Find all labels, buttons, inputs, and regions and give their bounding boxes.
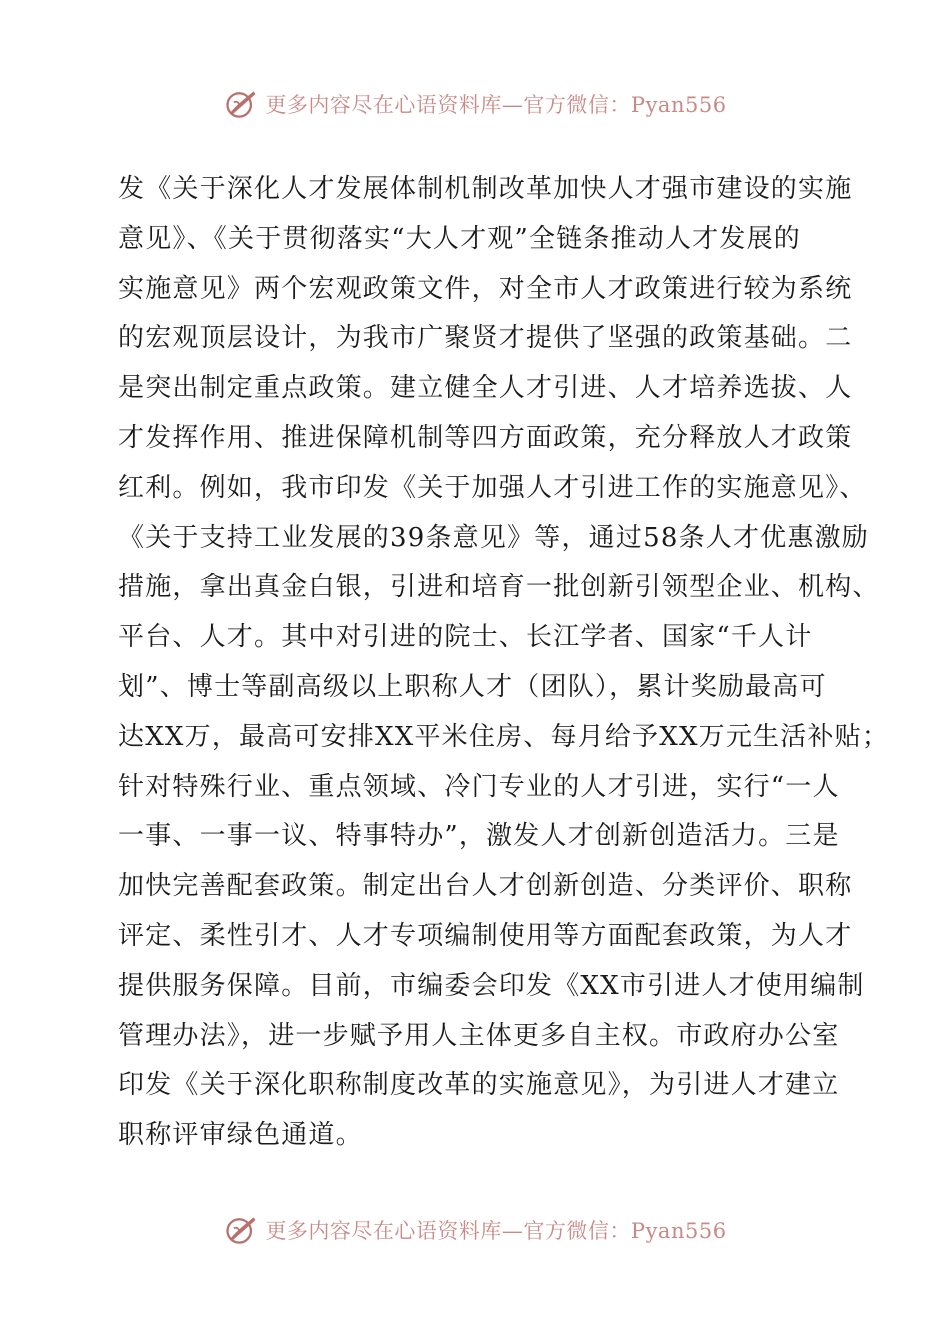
body-line: 发《关于深化人才发展体制机制改革加快人才强市建设的实施 xyxy=(118,174,853,204)
pen-logo-icon xyxy=(223,1212,259,1248)
footer-watermark xyxy=(0,1208,950,1252)
watermark-text: 更多内容尽在心语资料库—官方微信：Pyan556 xyxy=(265,93,727,117)
body-line: 是突出制定重点政策。建立健全人才引进、人才培养选拔、人 xyxy=(118,373,853,404)
body-line: 一事、一事一议、特事特办”，激发人才创新创造活力。三是 xyxy=(118,821,840,852)
pen-logo-icon xyxy=(223,86,259,122)
body-line: 平台、人才。其中对引进的院士、长江学者、国家“千人计 xyxy=(118,622,813,653)
body-line: 意见》、《关于贯彻落实“大人才观”全链条推动人才发展的 xyxy=(118,223,801,254)
body-line: 的宏观顶层设计，为我市广聚贤才提供了坚强的政策基础。二 xyxy=(118,323,853,354)
body-line: 划”、博士等副高级以上职称人才（团队），累计奖励最高可 xyxy=(118,671,827,702)
body-line: 提供服务保障。目前，市编委会印发《XX市引进人才使用编制 xyxy=(118,970,865,1001)
body-line: 职称评审绿色通道。 xyxy=(118,1120,363,1151)
body-line: 管理办法》，进一步赋予用人主体更多自主权。市政府办公室 xyxy=(118,1020,840,1051)
body-line: 红利。例如，我市印发《关于加强人才引进工作的实施意见》、 xyxy=(118,472,867,503)
body-line: 达XX万，最高可安排XX平米住房、每月给予XX万元生活补贴； xyxy=(118,721,890,752)
body-line: 加快完善配套政策。制定出台人才创新创造、分类评价、职称 xyxy=(118,871,853,902)
body-line: 措施，拿出真金白银，引进和培育一批创新引领型企业、机构、 xyxy=(118,572,880,603)
body-line: 针对特殊行业、重点领域、冷门专业的人才引进，实行“一人 xyxy=(118,771,840,802)
body-line: 才发挥作用、推进保障机制等四方面政策，充分释放人才政策 xyxy=(118,422,853,453)
watermark-text: 更多内容尽在心语资料库—官方微信：Pyan556 xyxy=(265,1219,727,1243)
body-line: 评定、柔性引才、人才专项编制使用等方面配套政策，为人才 xyxy=(118,920,853,951)
body-line: 实施意见》两个宏观政策文件，对全市人才政策进行较为系统 xyxy=(118,273,853,304)
document-body xyxy=(118,165,890,1161)
body-line: 印发《关于深化职称制度改革的实施意见》，为引进人才建立 xyxy=(118,1070,840,1101)
body-line: 《关于支持工业发展的39条意见》等，通过58条人才优惠激励 xyxy=(118,522,869,553)
header-watermark xyxy=(0,82,950,126)
